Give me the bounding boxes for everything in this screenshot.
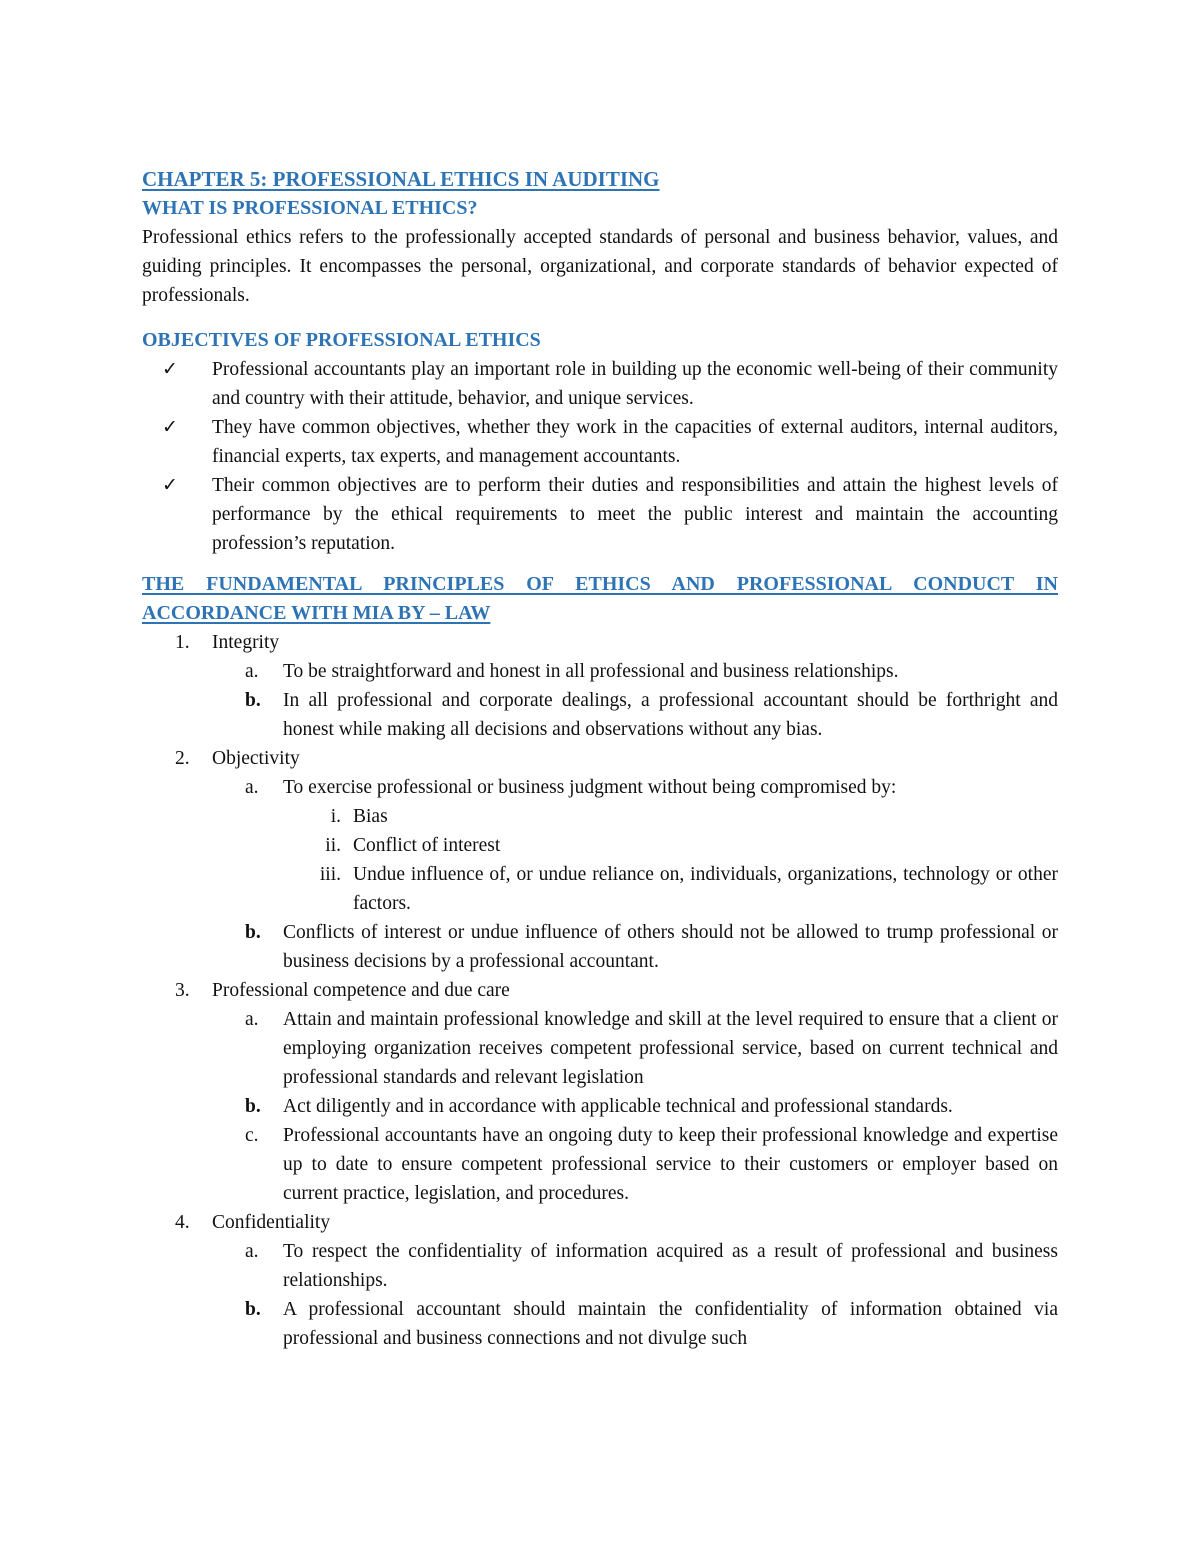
sub-list [212, 657, 1058, 744]
roman-text: Bias [353, 806, 388, 827]
list-item [162, 355, 1058, 413]
principle-title: Integrity [212, 632, 280, 653]
roman-text: Conflict of interest [353, 835, 501, 856]
sub-marker: a. [245, 1009, 259, 1030]
sub-marker: a. [245, 661, 259, 682]
principle-number: 4. [175, 1212, 190, 1233]
sub-item [245, 657, 1058, 686]
sub-marker: a. [245, 777, 259, 798]
roman-item [330, 802, 1058, 831]
sub-list [212, 1005, 1058, 1208]
roman-text: Undue influence of, or undue reliance on, individuals, organizations, technology or other factors. [353, 864, 1058, 914]
sub-text: Professional accountants have an ongoing duty to keep their professional knowledge and expertise up to date to ensure competent professional service to their customers or employer based on current practice, legislation, and procedures. [283, 1125, 1058, 1204]
principle-item [175, 628, 1058, 744]
objective-text: Professional accountants play an important role in building up the economic well-being of their community and country with their attitude, behavior, and unique services. [212, 359, 1058, 409]
sub-marker: b. [245, 690, 261, 711]
sub-marker: b. [245, 922, 261, 943]
sub-item [245, 1092, 1058, 1121]
sub-item [245, 686, 1058, 744]
sub-item [245, 1295, 1058, 1353]
sub-item [245, 1237, 1058, 1295]
principles-list [142, 628, 1058, 1353]
section-heading-principles: THE FUNDAMENTAL PRINCIPLES OF ETHICS AND PROFESSIONAL CONDUCT IN ACCORDANCE WITH MIA BY – LAW [142, 573, 1058, 624]
sub-text: Attain and maintain professional knowledge and skill at the level required to ensure that a client or employing organization receives competent professional service, based on current technical and professional standards and relevant legislation [283, 1009, 1058, 1088]
list-item [162, 471, 1058, 558]
checkmark-icon: ✓ [162, 416, 178, 438]
sub-text: Act diligently and in accordance with applicable technical and professional standards. [283, 1096, 953, 1117]
sub-marker: b. [245, 1096, 261, 1117]
objective-text: They have common objectives, whether they work in the capacities of external auditors, internal auditors, financial experts, tax experts, and management accountants. [212, 417, 1058, 467]
sub-text: Conflicts of interest or undue influence of others should not be allowed to trump professional or business decisions by a professional accountant. [283, 922, 1058, 972]
sub-text: In all professional and corporate dealings, a professional accountant should be forthright and honest while making all decisions and observations without any bias. [283, 690, 1058, 740]
principle-title: Professional competence and due care [212, 980, 510, 1001]
roman-list [283, 802, 1058, 918]
sub-text: A professional accountant should maintain the confidentiality of information obtained via professional and business connections and not divulge such [283, 1299, 1058, 1349]
roman-marker: iii. [319, 864, 341, 885]
list-item [162, 413, 1058, 471]
sub-text: To respect the confidentiality of information acquired as a result of professional and business relationships. [283, 1241, 1058, 1291]
principle-number: 3. [175, 980, 190, 1001]
roman-marker: i. [330, 806, 341, 827]
section-heading-what-is: WHAT IS PROFESSIONAL ETHICS? [142, 197, 478, 219]
sub-item [245, 1005, 1058, 1092]
principle-number: 2. [175, 748, 190, 769]
objectives-list [142, 355, 1058, 558]
sub-marker: c. [245, 1125, 259, 1146]
sub-text: To exercise professional or business judgment without being compromised by: [283, 777, 897, 798]
chapter-title: CHAPTER 5: PROFESSIONAL ETHICS IN AUDITING [142, 167, 660, 191]
checkmark-icon: ✓ [162, 474, 178, 496]
section-body-definition: Professional ethics refers to the professionally accepted standards of personal and business behavior, values, and guiding principles. It encompasses the personal, organizational, and corporate standards of behavior expected of professionals. [142, 227, 1058, 306]
principle-item [175, 976, 1058, 1208]
document-content [142, 164, 1058, 1353]
sub-item [245, 918, 1058, 976]
objective-text: Their common objectives are to perform their duties and responsibilities and attain the highest levels of performance by the ethical requirements to meet the public interest and maintain the accounting profession’s reputation. [212, 475, 1058, 554]
sub-item [245, 773, 1058, 918]
roman-marker: ii. [325, 835, 341, 856]
sub-list [212, 1237, 1058, 1353]
sub-text: To be straightforward and honest in all professional and business relationships. [283, 661, 899, 682]
sub-item [245, 1121, 1058, 1208]
principle-item [175, 744, 1058, 976]
principle-title: Confidentiality [212, 1212, 331, 1233]
section-heading-objectives: OBJECTIVES OF PROFESSIONAL ETHICS [142, 329, 541, 351]
roman-item [319, 860, 1058, 918]
principle-title: Objectivity [212, 748, 300, 769]
checkmark-icon: ✓ [162, 358, 178, 380]
roman-item [325, 831, 1058, 860]
principle-number: 1. [175, 632, 190, 653]
sub-list [212, 773, 1058, 976]
principle-item [175, 1208, 1058, 1353]
sub-marker: b. [245, 1299, 261, 1320]
sub-marker: a. [245, 1241, 259, 1262]
